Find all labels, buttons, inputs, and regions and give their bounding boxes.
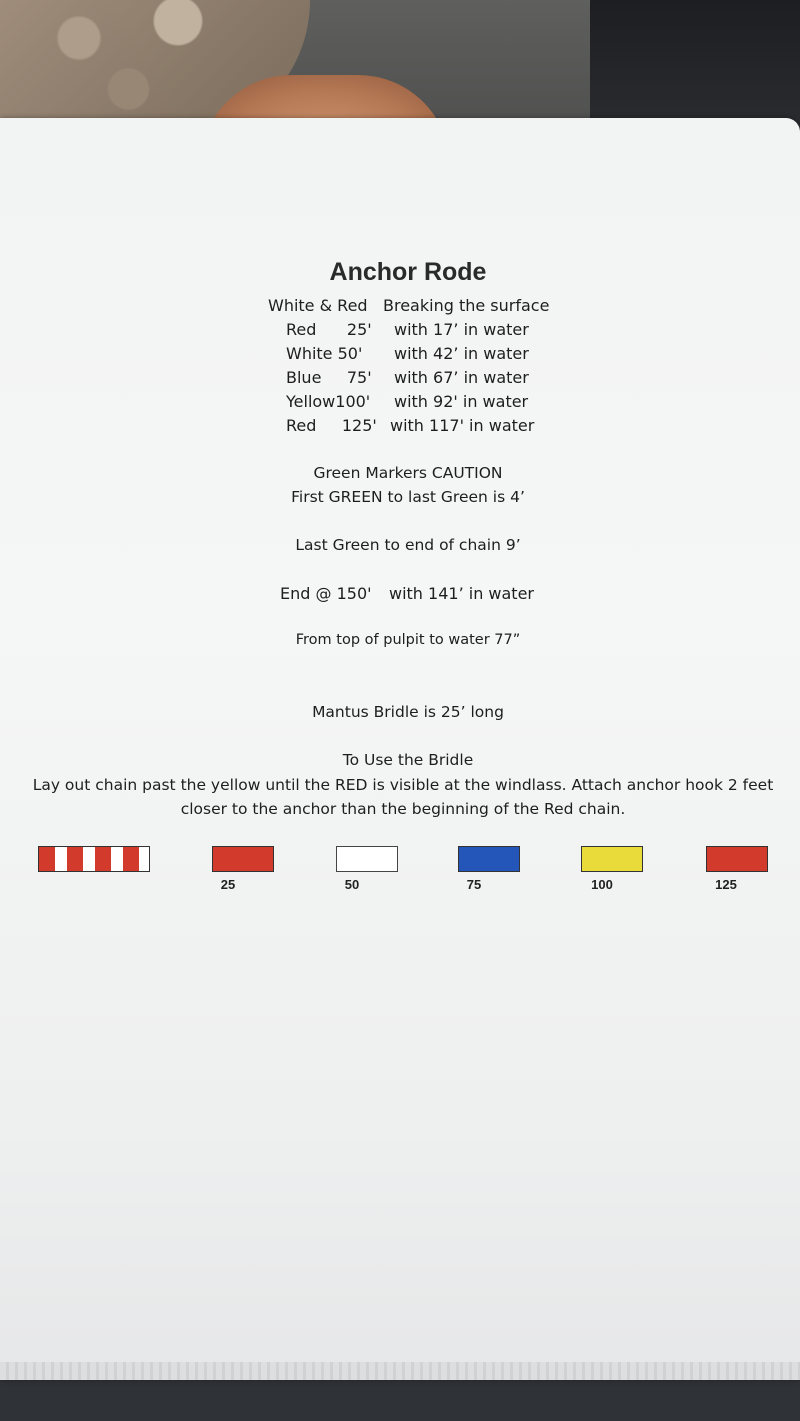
swatch-100	[581, 846, 643, 872]
swatch-25	[212, 846, 274, 872]
marker-cell: Yellow100'	[286, 392, 371, 411]
marker-cell: White 50'	[286, 344, 363, 363]
swatch-label-75: 75	[466, 877, 482, 892]
swatch-75	[458, 846, 520, 872]
bridle-instructions: Lay out chain past the yellow until the RED is visible at the windlass. Attach anchor hook 2 feet closer to the anchor than the beginning of the Red chain.	[32, 776, 774, 818]
swatch-label-125: 125	[715, 877, 737, 892]
marker-cell: Red 125'	[286, 416, 377, 435]
swatch-white-red	[38, 846, 150, 872]
marker-header: White & Red	[268, 296, 368, 315]
note-cell: with 17’ in water	[394, 320, 529, 339]
note-cell: with 67’ in water	[394, 368, 529, 387]
bridle-length: Mantus Bridle is 25’ long	[312, 703, 504, 721]
swatch-label-25: 25	[220, 877, 236, 892]
marker-cell: Blue 75'	[286, 368, 372, 387]
note-cell: with 117' in water	[390, 416, 535, 435]
swatch-label-100: 100	[591, 877, 613, 892]
swatch-label-50: 50	[344, 877, 360, 892]
marker-cell: Red 25'	[286, 320, 372, 339]
last-green-note: Last Green to end of chain 9’	[295, 536, 521, 554]
end-note: with 141’ in water	[389, 584, 534, 603]
bridle-heading: To Use the Bridle	[342, 751, 474, 769]
green-markers-distance: First GREEN to last Green is 4’	[291, 488, 525, 506]
note-header: Breaking the surface	[383, 296, 550, 315]
page-title: Anchor Rode	[329, 258, 487, 286]
pulpit-note: From top of pulpit to water 77”	[295, 632, 521, 648]
note-cell: with 92' in water	[394, 392, 529, 411]
swatch-125	[706, 846, 768, 872]
note-cell: with 42’ in water	[394, 344, 529, 363]
swatch-50	[336, 846, 398, 872]
green-markers-caution: Green Markers CAUTION	[313, 464, 503, 482]
end-marker: End @ 150'	[280, 584, 372, 603]
